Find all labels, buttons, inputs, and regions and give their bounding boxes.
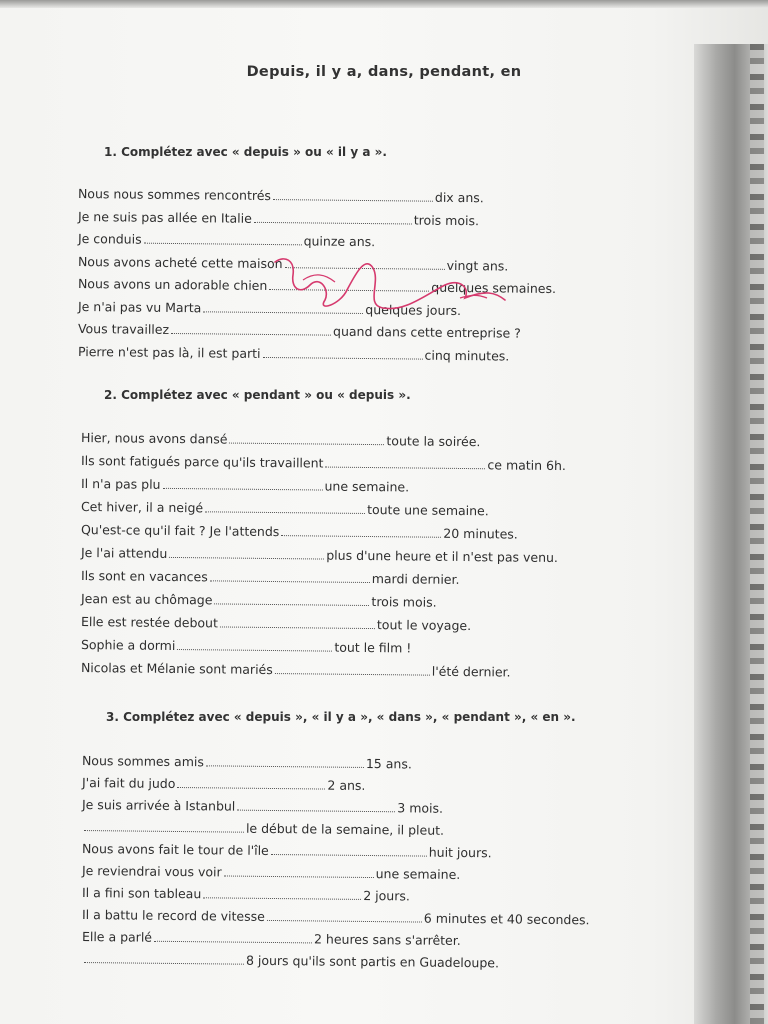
answer-blank[interactable] [237, 799, 395, 813]
page-title: Depuis, il y a, dans, pendant, en [246, 64, 522, 80]
sentence-start: Cet hiver, il a neigé [80, 499, 204, 516]
sentence-end: trois mois. [371, 594, 437, 610]
sentence-start: Je l'ai attendu [80, 545, 168, 561]
sentence-end: cinq minutes. [424, 347, 510, 364]
sentence-end: 3 mois. [397, 800, 444, 816]
sentence-start: Il n'a pas plu [80, 476, 161, 492]
sentence-end: vingt ans. [446, 257, 509, 274]
answer-blank[interactable] [273, 188, 433, 202]
sentence-end: toute une semaine. [367, 501, 489, 519]
sentence-start: Jean est au chômage [80, 591, 213, 608]
answer-blank[interactable] [281, 524, 441, 538]
answer-blank[interactable] [144, 232, 302, 246]
answer-blank[interactable] [271, 843, 427, 857]
sentence-end: quelques semaines. [431, 279, 557, 297]
answer-blank[interactable] [154, 930, 312, 944]
exercise-3-heading: 3. Complétez avec « depuis », « il y a », « dans », « pendant », « en ». [106, 710, 576, 724]
sentence-start: Nous avons fait le tour de l'île [81, 841, 269, 858]
sentence-end: dix ans. [434, 189, 484, 206]
sentence-start: Nous avons un adorable chien [77, 276, 268, 293]
sentence-start: Nous sommes amis [81, 753, 204, 770]
sentence-end: tout le film ! [334, 639, 412, 656]
exercise-2-heading: 2. Complétez avec « pendant » ou « depuis ». [104, 388, 411, 402]
sentence-start: Nicolas et Mélanie sont mariés [80, 660, 273, 678]
answer-blank[interactable] [325, 456, 485, 470]
sentence-start: Je n'ai pas vu Marta [77, 298, 202, 315]
exercise-1-heading: 1. Complétez avec « depuis » ou « il y a ». [104, 145, 387, 159]
sentence-start: Il a battu le record de vitesse [81, 907, 265, 924]
answer-blank[interactable] [275, 662, 430, 676]
scan-top-shadow [0, 0, 768, 8]
sentence-start: Ils sont fatigués parce qu'ils travaillent [80, 453, 324, 471]
sentence-end: 15 ans. [365, 755, 412, 772]
sentence-start: Pierre n'est pas là, il est parti [77, 343, 261, 361]
answer-blank[interactable] [269, 278, 429, 292]
sentence-end: tout le voyage. [376, 617, 472, 634]
sentence-end: 2 ans. [327, 777, 366, 793]
answer-blank[interactable] [84, 951, 244, 965]
sentence-start: Elle a parlé [81, 929, 153, 945]
sentence-start: Je conduis [77, 231, 142, 247]
answer-blank[interactable] [162, 477, 322, 491]
sentence-start: Je suis arrivée à Istanbul [81, 797, 236, 814]
answer-blank[interactable] [203, 300, 363, 314]
answer-blank[interactable] [177, 638, 332, 652]
sentence-start: Vous travaillez [77, 321, 170, 337]
sentence-end: 20 minutes. [443, 525, 518, 542]
sentence-end: mardi dernier. [371, 571, 460, 587]
sentence-end: trois mois. [413, 212, 480, 228]
sentence-end: quand dans cette entreprise ? [332, 323, 521, 341]
answer-blank[interactable] [203, 886, 361, 900]
sentence-end: une semaine. [324, 478, 410, 495]
sentence-start: Nous avons acheté cette maison [77, 253, 283, 271]
answer-blank[interactable] [169, 546, 324, 560]
sentence-end: l'été dernier. [431, 663, 511, 680]
sentence-end: ce matin 6h. [487, 457, 567, 474]
sentence-start: Sophie a dormi [80, 637, 176, 653]
answer-blank[interactable] [229, 432, 384, 446]
sentence-end: une semaine. [375, 866, 461, 882]
sentence-end: quelques jours. [365, 301, 462, 318]
answer-blank[interactable] [206, 754, 364, 768]
sentence-end: huit jours. [428, 844, 492, 861]
answer-blank[interactable] [267, 909, 422, 923]
answer-blank[interactable] [84, 819, 244, 833]
sentence-start: Nous nous sommes rencontrés [77, 186, 272, 204]
answer-blank[interactable] [177, 776, 325, 790]
answer-blank[interactable] [220, 615, 375, 629]
sentence-end: 2 jours. [363, 887, 410, 904]
binder-edge [694, 44, 768, 1024]
answer-blank[interactable] [254, 210, 412, 224]
sentence-start: J'ai fait du judo [81, 775, 176, 791]
answer-blank[interactable] [285, 256, 445, 270]
sentence-end: toute la soirée. [386, 433, 481, 450]
sentence-start: Hier, nous avons dansé [80, 430, 228, 447]
sentence-end: quinze ans. [303, 233, 376, 250]
exercise-sentence [82, 775, 366, 793]
answer-blank[interactable] [263, 345, 423, 359]
sentence-end: plus d'une heure et il n'est pas venu. [326, 547, 559, 565]
exercise-sentence [78, 231, 375, 249]
sentence-start: Ils sont en vacances [80, 568, 208, 585]
sentence-end: le début de la semaine, il pleut. [245, 820, 445, 838]
answer-blank[interactable] [171, 322, 331, 336]
answer-blank[interactable] [214, 592, 369, 606]
answer-blank[interactable] [205, 500, 365, 514]
sentence-start: Qu'est-ce qu'il fait ? Je l'attends [80, 522, 280, 540]
sentence-start: Elle est restée debout [80, 614, 219, 631]
sentence-end: 6 minutes et 40 secondes. [423, 910, 590, 928]
answer-blank[interactable] [210, 569, 370, 583]
sentence-end: 8 jours qu'ils sont partis en Guadeloupe. [245, 952, 500, 971]
answer-blank[interactable] [224, 864, 374, 878]
sentence-start: Il a fini son tableau [81, 885, 202, 902]
sentence-end: 2 heures sans s'arrêter. [313, 931, 461, 948]
sentence-start: Je reviendrai vous voir [81, 863, 222, 880]
sentence-start: Je ne suis pas allée en Italie [77, 208, 252, 226]
